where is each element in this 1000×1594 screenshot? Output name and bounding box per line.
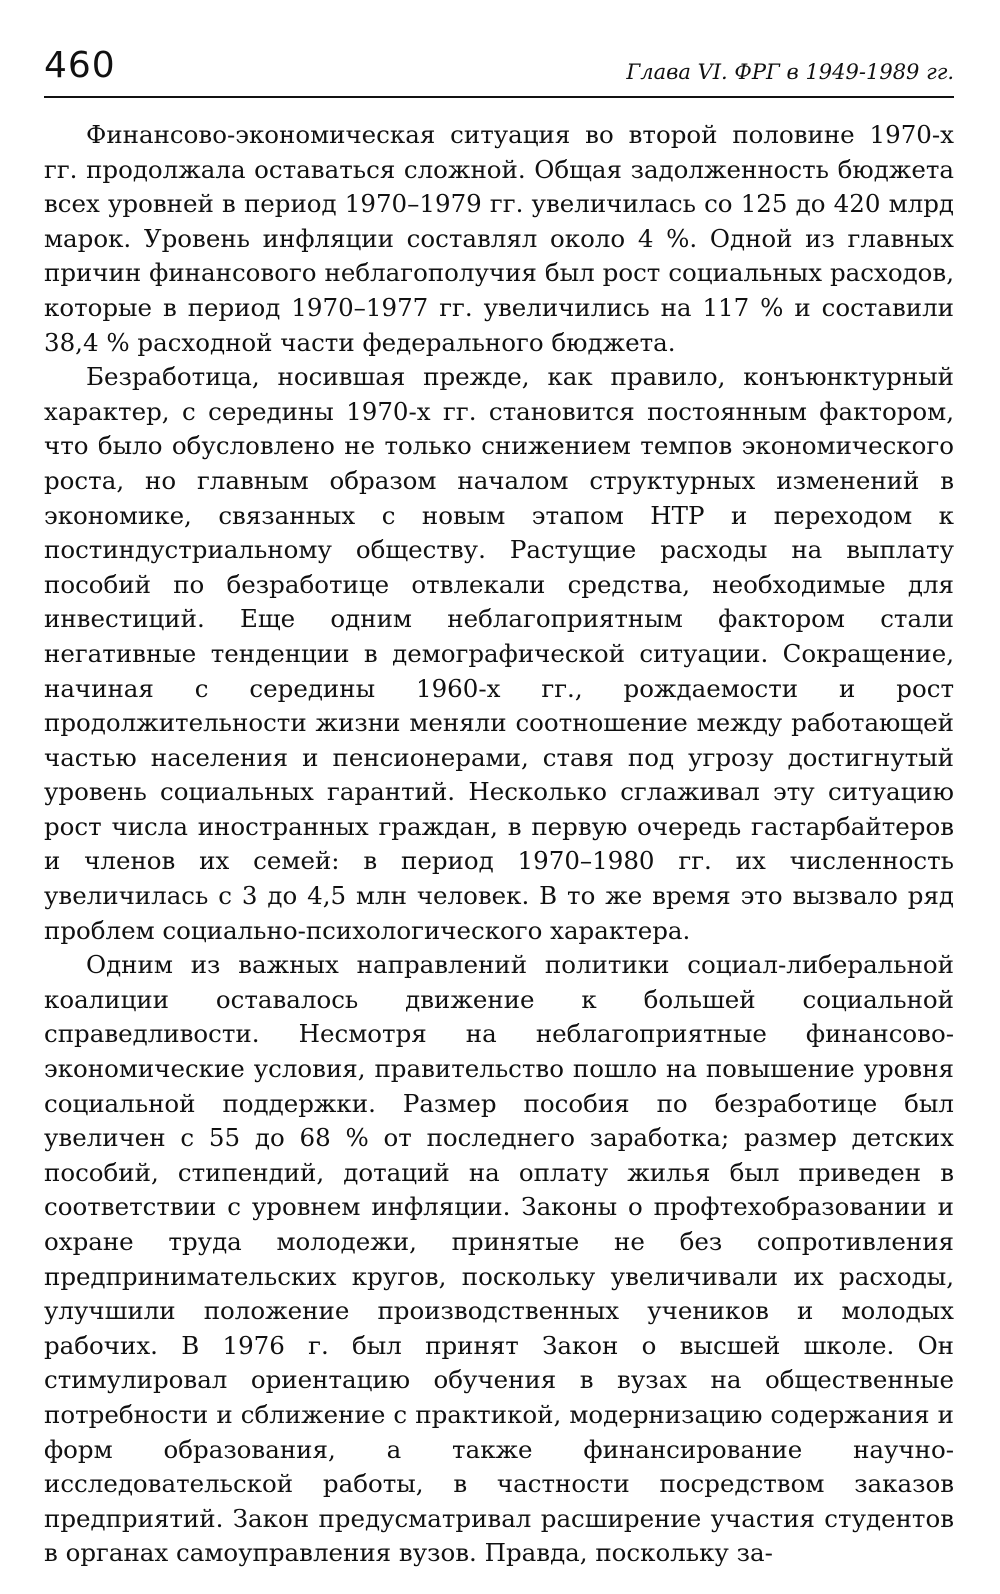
- paragraph: Финансово-экономическая ситуация во второй половине 1970-х гг. продолжала оставаться сложной. Общая задолженность бюджета всех уровней в период 1970–1979 гг. увеличилась со 125 до 420 млрд марок. Уровень инфляции составлял около 4 %. Одной из главных причин финансового неблагополучия был рост социальных расходов, которые в период 1970–1977 гг. увеличились на 117 % и составили 38,4 % расходной части федерального бюджета.: [44, 120, 954, 357]
- page-number: 460: [44, 45, 116, 86]
- paragraph: Безработица, носившая прежде, как правило, конъюнктурный характер, с середины 1970-х гг. становится постоянным фактором, что было обусловлено не только снижением темпов экономического роста, но главным образом началом структурных изменений в экономике, связанных с новым этапом НТР и переходом к постиндустриальному обществу. Растущие расходы на выплату пособий по безработице отвлекали средства, необходимые для инвестиций. Еще одним неблагоприятным фактором стали негативные тенденции в демографической ситуации. Сокращение, начиная с середины 1960-х гг., рождаемости и рост продолжительности жизни меняли соотношение между работающей частью населения и пенсионерами, ставя под угрозу достигнутый уровень социальных гарантий. Несколько сглаживал эту ситуацию рост числа иностранных граждан, в первую очередь гастарбайтеров и членов их семей: в период 1970–1980 гг. их численность увеличилась с 3 до 4,5 млн человек. В то же время это вызвало ряд проблем социально-психологического характера.: [44, 362, 954, 945]
- running-title: Глава VI. ФРГ в 1949-1989 гг.: [626, 60, 954, 84]
- page-header: [44, 44, 954, 98]
- paragraph: Одним из важных направлений политики социал-либеральной коалиции оставалось движение к большей социальной справедливости. Несмотря на неблагоприятные финансово-экономические условия, правительство пошло на повышение уровня социальной поддержки. Размер пособия по безработице был увеличен с 55 до 68 % от последнего заработка; размер детских пособий, стипендий, дотаций на оплату жилья был приведен в соответствии с уровнем инфляции. Законы о профтехобразовании и охране труда молодежи, принятые не без сопротивления предпринимательских кругов, поскольку увеличивали их расходы, улучшили положение производственных учеников и молодых рабочих. В 1976 г. был принят Закон о высшей школе. Он стимулировал ориентацию обучения в вузах на общественные потребности и сближение с практикой, модернизацию содержания и форм образования, а также финансирование научно-исследовательской работы, в частности посредством заказов предприятий. Закон предусматривал расширение участия студентов в органах самоуправления вузов. Правда, поскольку за-: [44, 950, 954, 1568]
- main-text: [44, 118, 954, 1571]
